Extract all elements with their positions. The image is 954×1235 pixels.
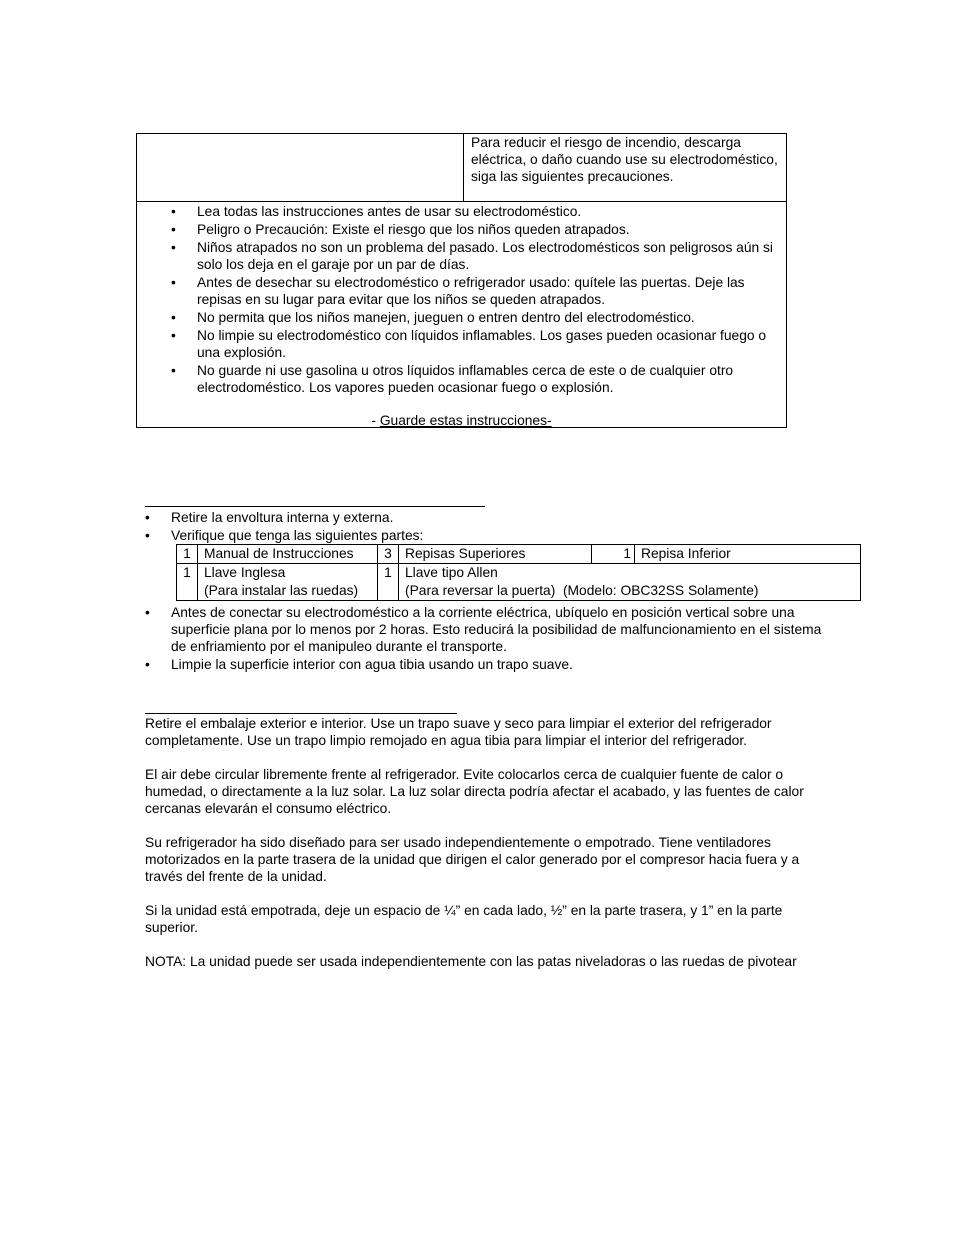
bullet-icon: • xyxy=(171,310,176,325)
paragraph: Retire el embalaje exterior e interior. Use un trapo suave y seco para limpiar el exterior del refrigerador completamente. Use un trapo limpio remojado en agua tibia para limpiar el interior del refrigerador. xyxy=(145,716,772,748)
part-name: Repisas Superiores xyxy=(399,545,592,564)
part-note: (Para instalar las ruedas) xyxy=(204,583,359,598)
save-instructions-footer: - Guarde estas instrucciones- xyxy=(371,413,552,428)
bullet-icon: • xyxy=(171,328,176,343)
paragraph: Su refrigerador ha sido diseñado para ser usado independientemente o empotrado. Tiene ventiladores motorizados en la parte trasera de la unidad que dirigen el calor generado por el compresor hacia fuera y a través del frente de la unidad. xyxy=(145,835,800,884)
list-item: • No guarde ni use gasolina u otros líquidos inflamables cerca de este o de cualquier otro electrodoméstico. Los vapores pueden ocasionar fuego o explosión. xyxy=(171,363,734,395)
table-row xyxy=(177,545,861,564)
safety-intro-text: Para reducir el riesgo de incendio, descarga eléctrica, o daño cuando use su electrodoméstico, siga las siguientes precauciones. xyxy=(471,135,778,184)
list-item: • Peligro o Precaución: Existe el riesgo que los niños queden atrapados. xyxy=(171,222,630,237)
list-item: • Antes de conectar su electrodoméstico a la corriente eléctrica, ubíquelo en posición vertical sobre una superficie plana por lo menos por 2 horas. Esto reducirá la posibilidad de malfuncionamiento en el sistema de enfriamiento por el manipuleo durante el transporte. xyxy=(145,605,822,654)
bullet-icon: • xyxy=(145,657,150,672)
table-divider xyxy=(463,134,464,201)
table-divider xyxy=(137,201,786,202)
bullet-icon: • xyxy=(171,363,176,378)
part-qty: 1 xyxy=(592,545,635,564)
table-row xyxy=(177,564,861,601)
bullet-icon: • xyxy=(171,204,176,219)
part-qty: 3 xyxy=(378,545,399,564)
bullet-icon: • xyxy=(171,275,176,290)
list-item: • Limpie la superficie interior con agua tibia usando un trapo suave. xyxy=(145,657,573,672)
part-note: (Para reversar la puerta) (Modelo: OBC32SS Solamente) xyxy=(405,583,759,598)
bullet-icon: • xyxy=(171,240,176,255)
paragraph: Si la unidad está empotrada, deje un espacio de ¼” en cada lado, ½” en la parte trasera, y 1” en la parte superior. xyxy=(145,903,783,935)
part-name-text: Llave Inglesa xyxy=(204,565,286,580)
part-qty: 1 xyxy=(177,564,198,601)
parts-table xyxy=(176,544,861,601)
bullet-icon: • xyxy=(145,510,150,525)
list-item: • Retire la envoltura interna y externa. xyxy=(145,510,394,525)
safety-instructions-box xyxy=(136,133,787,428)
section-heading-rule xyxy=(145,713,457,714)
list-item: • Verifique que tenga las siguientes partes: xyxy=(145,528,424,543)
installation-section xyxy=(145,715,815,987)
safety-list xyxy=(171,203,777,397)
part-qty: 1 xyxy=(177,545,198,564)
list-item: • Lea todas las instrucciones antes de usar su electrodoméstico. xyxy=(171,204,582,219)
bullet-icon: • xyxy=(145,528,150,543)
part-name xyxy=(198,564,378,601)
paragraph: NOTA: La unidad puede ser usada independientemente con las patas niveladoras o las ruedas de pivotear xyxy=(145,954,797,969)
part-name-text: Llave tipo Allen xyxy=(405,565,498,580)
list-item: • No limpie su electrodoméstico con líquidos inflamables. Los gases pueden ocasionar fuego o una explosión. xyxy=(171,328,767,360)
part-name: Manual de Instrucciones xyxy=(198,545,378,564)
section-heading-rule xyxy=(145,506,485,507)
part-name: Repisa Inferior xyxy=(635,545,861,564)
part-qty: 1 xyxy=(378,564,399,601)
preparation-list xyxy=(145,509,831,545)
preparation-list xyxy=(145,604,831,674)
list-item: • Antes de desechar su electrodoméstico o refrigerador usado: quítele las puertas. Deje las repisas en su lugar para evitar que los niños se queden atrapados. xyxy=(171,275,745,307)
paragraph: El air debe circular libremente frente al refrigerador. Evite colocarlos cerca de cualquier fuente de calor o humedad, o directamente a la luz solar. La luz solar directa podría afectar el acabado, y las fuentes de calor cercanas elevarán el consumo eléctrico. xyxy=(145,767,804,816)
bullet-icon: • xyxy=(171,222,176,237)
list-item: • Niños atrapados no son un problema del pasado. Los electrodomésticos son peligrosos aún si solo los deja en el garaje por un par de días. xyxy=(171,240,773,272)
bullet-icon: • xyxy=(145,605,150,620)
list-item: • No permita que los niños manejen, jueguen o entren dentro del electrodoméstico. xyxy=(171,310,695,325)
part-name xyxy=(399,564,861,601)
